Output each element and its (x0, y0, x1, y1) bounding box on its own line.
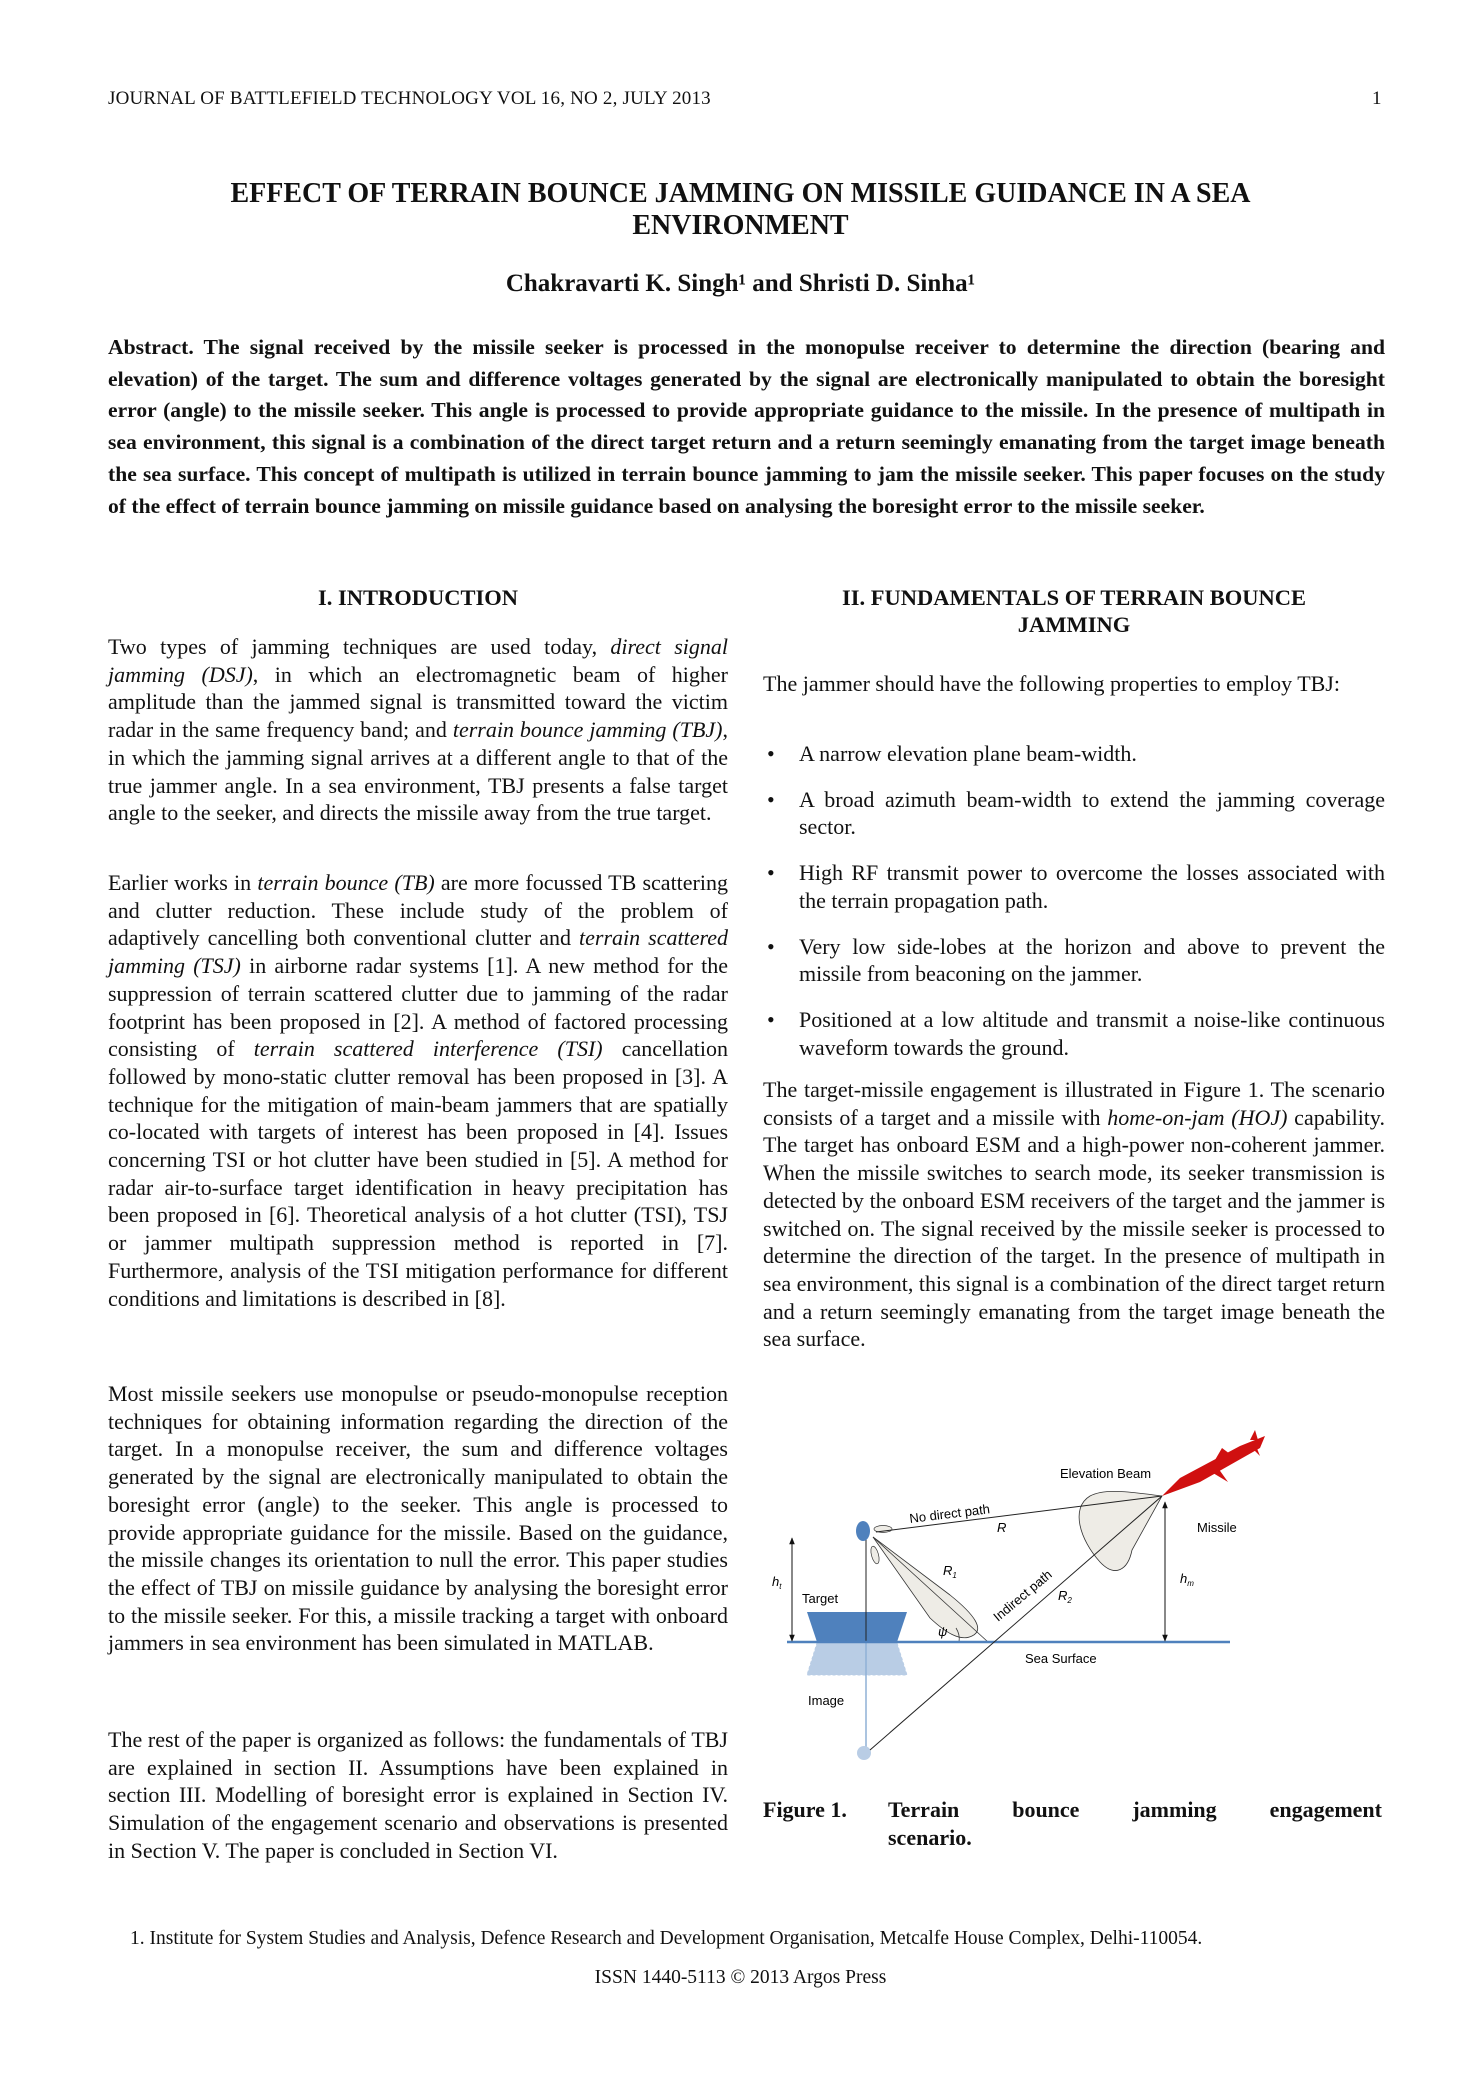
italic-term: terrain scattered jamming (TSJ) (108, 925, 728, 979)
section-1-heading: I. INTRODUCTION (317, 585, 519, 610)
section-2-paragraph (763, 1076, 1385, 1353)
label-r1: $R_1$ (943, 1563, 957, 1580)
target-ship-icon (807, 1612, 907, 1642)
text-run: capability. The target has onboard ESM and a high-power non-coherent jammer. When the missile switches to search mode, its seeker transmission is detected by the onboard ESM receivers of the target and the jammer is switched on. The signal received by the missile seeker is processed to determine the direction of the target. In the presence of multipath in sea environment, this signal is a combination of the direct target return and a return seemingly emanating from the target image beneath the sea surface. (763, 1104, 1385, 1352)
label-image: Image (808, 1693, 845, 1708)
intro-paragraph-2 (108, 869, 728, 1312)
intro-paragraph-1 (108, 633, 728, 827)
label-hm: $h_m$ (1180, 1571, 1194, 1588)
text-run: Earlier works in (108, 870, 258, 895)
italic-term: terrain bounce (TB) (257, 870, 435, 895)
list-item: • High RF transmit power to overcome the losses associated with the terrain propagation path. (763, 859, 1385, 914)
label-missile: Missile (1197, 1520, 1237, 1535)
caption-label: Figure 1. (763, 1797, 847, 1822)
label-ht: $h_t$ (772, 1574, 782, 1591)
text-run: , in which the jamming signal arrives at a different angle to that of the true jammer angle. In a sea environment, TBJ presents a false target angle to the seeker, and directs the missile away from the true target. (108, 717, 728, 826)
section-2-intro: The jammer should have the following properties to employ TBJ: (763, 671, 1340, 696)
text-run: The target-missile engagement is illustrated in Figure 1. The scenario consists of a target and a missile with (763, 1077, 1385, 1130)
authors: Chakravarti K. Singh¹ and Shristi D. Sinha¹ (505, 270, 976, 297)
figure-1-caption (763, 1796, 1385, 1851)
text-run: Two types of jamming techniques are used today, (108, 634, 611, 659)
label-sea-surface: Sea Surface (1025, 1651, 1097, 1666)
intro-paragraph-4 (108, 1726, 728, 1865)
italic-term: home-on-jam (HOJ) (1107, 1104, 1288, 1130)
indirect-path-line (870, 1496, 1162, 1750)
list-item: • A narrow elevation plane beam-width. (763, 740, 1385, 768)
figure-1-diagram (760, 1420, 1380, 1770)
text-run: , in which an electromagnetic beam of higher amplitude than the jammed signal is transmitted toward the victim radar in the same frequency band; and (108, 661, 728, 743)
label-indirect-path: Indirect path (990, 1566, 1055, 1625)
italic-term: direct signal jamming (DSJ) (108, 634, 728, 687)
label-no-direct-path: No direct path (908, 1501, 991, 1526)
jammer-properties-list (763, 740, 1385, 1061)
caption-text-line-2: scenario. (888, 1824, 972, 1850)
list-item: • A broad azimuth beam-width to extend the jamming coverage sector. (763, 786, 1385, 841)
list-item: • Very low side-lobes at the horizon and above to prevent the missile from beaconing on the jammer. (763, 933, 1385, 988)
italic-term: terrain scattered interference (TSI) (253, 1036, 603, 1062)
label-target: Target (802, 1591, 839, 1606)
intro-paragraph-3 (108, 1380, 728, 1657)
text-run: cancellation followed by mono-static clutter removal has been proposed in [3]. A technique for the mitigation of main-beam jammers that are spatially co-located with targets of interest has been proposed in [4]. Issues concerning TSI or hot clutter have been studied in [5]. A method for radar air-to-surface target identification in heavy precipitation has been proposed in [6]. Theoretical analysis of a hot clutter (TSI), TSJ or jammer multipath suppression method is reported in [7]. Furthermore, analysis of the TSI mitigation performance for different conditions and limitations is described in [8]. (108, 1036, 728, 1311)
jammer-antenna-icon (856, 1521, 870, 1541)
issn-line: ISSN 1440-5113 © 2013 Argos Press (594, 1967, 887, 1988)
abstract: Abstract. The signal received by the missile seeker is processed in the monopulse receiver to determine the direction (bearing and elevation) of the target. The sum and difference voltages generated by the signal are electronically manipulated to obtain the boresight error (angle) to the missile seeker. This angle is processed to provide appropriate guidance to the missile. In the presence of multipath in sea environment, this signal is a combination of the direct target return and a return seemingly emanating from the target image beneath the sea surface. This concept of multipath is utilized in terrain bounce jamming to jam the missile seeker. This paper focuses on the study of the effect of terrain bounce jamming on missile guidance based on analysing the boresight error to the missile seeker. (108, 335, 1385, 518)
running-header: JOURNAL OF BATTLEFIELD TECHNOLOGY VOL 16, NO 2, JULY 2013 (108, 88, 711, 109)
label-elevation-beam: Elevation Beam (1060, 1466, 1152, 1481)
affiliation-footnote: 1. Institute for System Studies and Analysis, Defence Research and Development Organisation, Metcalfe House Complex, Delhi-110054. (130, 1928, 1203, 1949)
elevation-beam-lobe (1079, 1491, 1162, 1570)
missile-icon (1162, 1430, 1265, 1496)
target-image-shape (807, 1643, 907, 1675)
label-r2: $R_2$ (1058, 1588, 1072, 1605)
paper-title: EFFECT OF TERRAIN BOUNCE JAMMING ON MISSILE GUIDANCE IN A SEA ENVIRONMENT (230, 178, 1251, 241)
label-r: R (997, 1520, 1007, 1535)
text-run: in airborne radar systems [1]. A new method for the suppression of terrain scattered clutter due to jamming of the radar footprint has been proposed in [2]. A method of factored processing consisting of (108, 953, 729, 1062)
image-jammer-icon (857, 1746, 871, 1760)
text-run: are more focussed TB scattering and clutter reduction. These include study of the problem of adaptively cancelling both conventional clutter and (108, 870, 728, 951)
list-item: • Positioned at a low altitude and transmit a noise-like continuous waveform towards the ground. (763, 1006, 1385, 1061)
caption-text-line-1: Terrain bounce jamming engagement (888, 1797, 1382, 1822)
text-run: The rest of the paper is organized as follows: the fundamentals of TBJ are explained in section II. Assumptions have been explained in section III. Modelling of boresight error is explained in Section IV. Simulation of the engagement scenario and observations is presented in Section V. The paper is concluded in Section VI. (108, 1727, 728, 1863)
italic-term: terrain bounce jamming (TBJ) (452, 717, 723, 743)
text-run: Most missile seekers use monopulse or pseudo-monopulse reception techniques for obtaining information regarding the direction of the target. In a monopulse receiver, the sum and difference voltages generated by the signal are electronically manipulated to obtain the boresight error (angle) to the seeker. This angle is processed to provide appropriate guidance for the missile. Based on the guidance, the missile changes its orientation to null the error. This paper studies the effect of TBJ on missile guidance by analysing the boresight error to the missile seeker. For this, a missile tracking a target with onboard jammers in sea environment has been simulated in MATLAB. (108, 1381, 728, 1656)
page-number: 1 (1372, 88, 1382, 109)
section-2-heading: II. FUNDAMENTALS OF TERRAIN BOUNCE JAMMING (841, 585, 1306, 637)
label-psi: ψ (938, 1624, 948, 1639)
